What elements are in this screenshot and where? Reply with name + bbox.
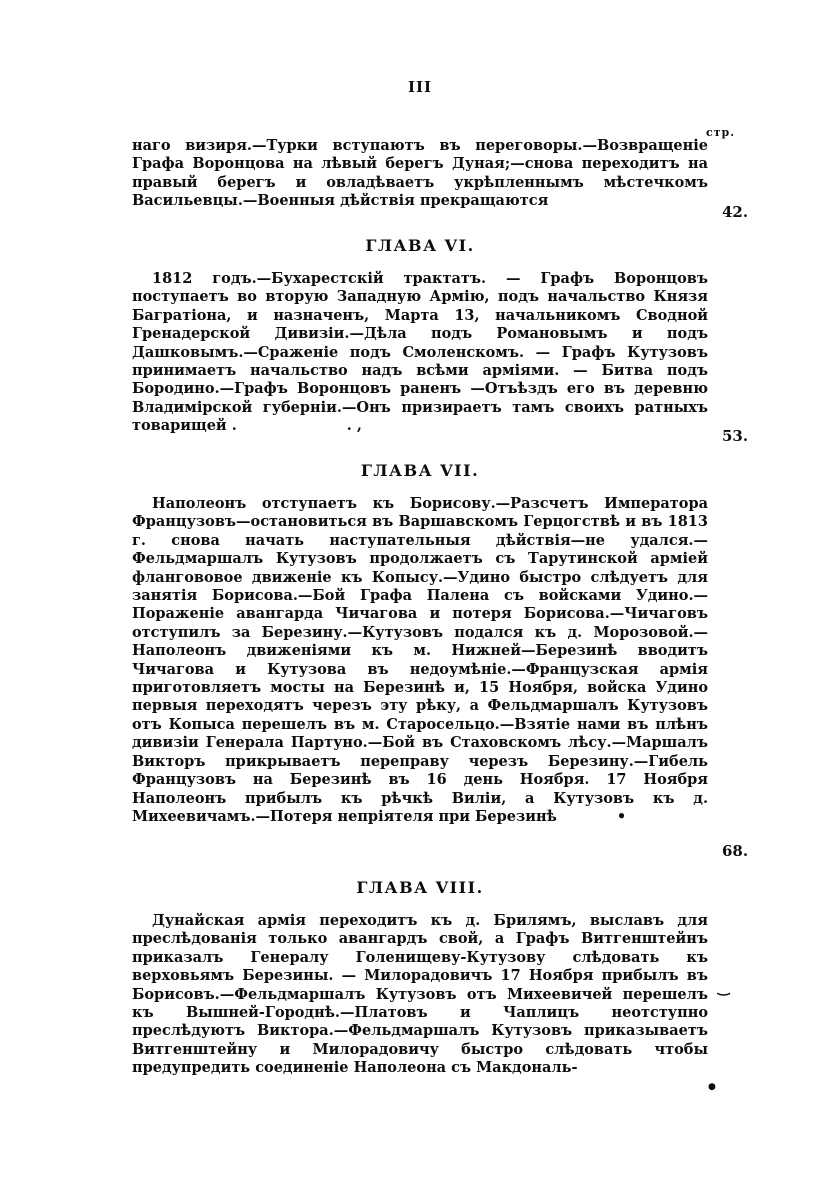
chapter-8-section bbox=[132, 912, 708, 1078]
chapter-6-text: 1812 годъ.—Бухарестскій трактатъ. — Графъ Воронцовъ поступаетъ во вторую Западную Армію, подъ начальство Князя Багратіона, и назначенъ, Марта 13, начальникомъ Сводной Гренадерской Дивизіи.—Дѣла подъ Романовымъ и подъ Дашковымъ.—Сраженіе подъ Смоленскомъ. — Графъ Кутузовъ принимаетъ начальство надъ всѣми арміями. — Битва подъ Бородино.—Графъ Воронцовъ раненъ —Отъѣздъ его въ деревню Владимірской губерніи.—Онъ призираетъ тамъ своихъ ратныхъ товарищей . bbox=[132, 270, 708, 435]
chapter-8-paragraph bbox=[132, 912, 708, 1078]
chapter-7-section bbox=[132, 495, 708, 826]
scan-speck-dot: ● bbox=[708, 1082, 716, 1092]
chapter-6-section bbox=[132, 270, 708, 436]
chapter-8-heading: ГЛАВА VIII. bbox=[356, 878, 484, 897]
page-number-68: 68. bbox=[722, 842, 749, 860]
page-folio: III bbox=[407, 78, 433, 96]
page-column-label: стр. bbox=[706, 126, 736, 139]
chapter-7-text: Наполеонъ отступаетъ къ Борисову.—Разсчетъ Императора Французовъ—остановиться въ Варшавскомъ Герцогствѣ и въ 1813 г. снова начать наступательныя дѣйствія—не удался.—Фельдмаршалъ Кутузовъ продолжаетъ съ Тарутинской арміей флангововое движеніе къ Копысу.—Удино быстро слѣдуетъ для занятія Борисова.—Бой Графа Палена съ войсками Удино.—Пораженіе авангарда Чичагова и потеря Борисова.—Чичаговъ отступилъ за Березину.—Кутузовъ подался къ д. Морозовой.—Наполеонъ движеніями къ м. Нижней—Березинѣ вводитъ Чичагова и Кутузова въ недоумѣніе.—Французская армія приготовляетъ мосты на Березинѣ и, 15 Ноября, войска Удино первыя переходятъ черезъ эту рѣку, а Фельдмаршалъ Кутузовъ отъ Копыса перешелъ въ м. Старосельцо.—Взятіе нами въ плѣнъ дивизіи Генерала Партуно.—Бой въ Стаховскомъ лѣсу.—Маршалъ Викторъ прикрываетъ переправу черезъ Березину.—Гибель Французовъ на Березинѣ въ 16 день Ноября. 17 Ноября Наполеонъ прибылъ къ рѣчкѣ Виліи, а Кутузовъ къ д. Михеевичамъ.—Потеря непріятеля при Березинѣ bbox=[132, 495, 708, 825]
chapter-6-trail: . , bbox=[346, 417, 362, 435]
chapter-8-text: Дунайская армія переходитъ къ д. Брилямъ, выславъ для преслѣдованія только авангардъ свой, а Графъ Витгенштейнъ приказалъ Генералу Голенищеву-Кутузову слѣдовать къ верховьямъ Березины. — Милорадовичъ 17 Ноября прибылъ въ Борисовъ.—Фельдмаршалъ Кутузовъ отъ Михеевичей перешелъ къ Вышней-Городнѣ.—Платовъ и Чаплицъ неотступно преслѣдуютъ Виктора.—Фельдмаршалъ Кутузовъ приказываетъ Витгенштейну и Милорадовичу быстро слѣдовать чтобы предупредить соединеніе Наполеона съ Макдональ- bbox=[132, 912, 708, 1077]
chapter-7-trail: • bbox=[616, 807, 627, 825]
chapter-7-paragraph bbox=[132, 495, 708, 826]
chapter-6-paragraph bbox=[132, 270, 708, 436]
scan-speck-dash: ‿ bbox=[718, 980, 730, 996]
page-number-42: 42. bbox=[722, 203, 749, 221]
continuation-paragraph: наго визиря.—Турки вступаютъ въ переговоры.—Возвращеніе Графа Воронцова на лѣвый берегъ Дуная;—снова переходитъ на правый берегъ и овладѣваетъ укрѣпленнымъ мѣстечкомъ Васильевцы.—Военныя дѣйствія прекращаются bbox=[132, 137, 708, 210]
chapter-7-heading: ГЛАВА VII. bbox=[360, 461, 480, 480]
chapter-6-heading: ГЛАВА VI. bbox=[365, 236, 475, 255]
continuation-section bbox=[132, 137, 708, 211]
page-number-53: 53. bbox=[722, 427, 749, 445]
